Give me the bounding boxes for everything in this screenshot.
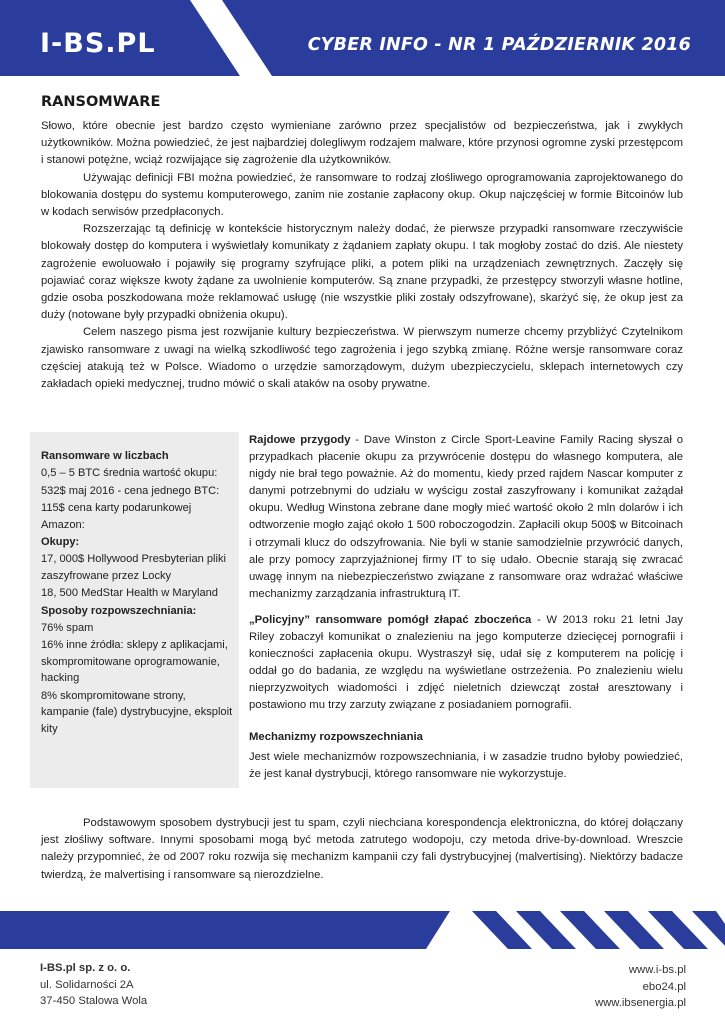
logo: I-BS.PL (40, 28, 156, 59)
sidebar-item: 76% spam (41, 622, 94, 635)
sidebar-item: 17, 000$ Hollywood Presbyterian pliki zaszyfrowane przez Locky (41, 553, 226, 582)
main-column (249, 432, 683, 783)
footer-link[interactable]: www.i-bs.pl (628, 964, 686, 976)
sidebar-heading: Sposoby rozpowszechniania: (41, 604, 197, 617)
footer-links (595, 962, 686, 1012)
story-police-title: „Policyjny” ransomware pomógł złapać zboczeńca (249, 613, 532, 626)
sidebar-item: 8% skompromitowane strony, kampanie (fale) dystrybucyjne, eksploit kity (41, 689, 233, 735)
company-city: 37-450 Stalowa Wola (40, 995, 148, 1007)
sidebar-item: 532$ maj 2016 - cena jednego BTC: (41, 484, 220, 497)
intro-text (41, 118, 683, 393)
section-heading: Mechanizmy rozpowszechniania (249, 730, 423, 743)
company-street: ul. Solidarności 2A (40, 978, 134, 991)
sidebar-item: 16% inne źródła: sklepy z aplikacjami, skompromitowane oprogramowanie, hacking (41, 639, 228, 685)
company-name: I-BS.pl sp. z o. o. (40, 962, 131, 974)
article-heading: RANSOMWARE (41, 94, 161, 110)
closing-paragraph: Podstawowym sposobem dystrybucji jest tu spam, czyli niechciana korespondencja elektroniczna, do której dołączany jest złośliwy software. Innymi sposobami mogą być metoda zatrutego wodopoju, czy metoda drive-by-download. Wreszcie należy przypomnieć, że od 2007 roku rozwija się mechanizm kampanii czy fali dystrybucyjnej (malvertising). Niektórzy badacze twierdzą, że malvertising i ransomware są nierozdzielne. (41, 817, 683, 881)
sidebar-item: 18, 500 MedStar Health w Maryland (41, 587, 218, 600)
story-police (249, 612, 683, 715)
story-racing-body: - Dave Winston z Circle Sport-Leavine Family Racing słyszał o przypadkach płacenie okupu za przywrócenie dostępu do własnego komputera, ale nigdy nie brał tego poważnie. Aż do momentu, kiedy przed rajdem Nascar komputer z danymi potrzebnymi do udziału w wyścigu został zaszyfrowany i komunikat zażądał okupu. Według Winstona zebrane dane mogły mieć wartość około 2 mln dolarów i ich odtworzenie mogło zająć około 1 500 roboczogodzin. Zapłacili okup 500$ w Bitcoinach i otrzymali klucz do odszyfrowania. Nie byli w stanie samodzielnie przywrócić danych, ale przy pomocy zaprzyjaźnionej firmy IT to się udało. Obecnie starają się zwracać uwagę innym na niebezpieczeństwo związane z ransomware oraz wdrażać właściwe mechanizmy zarządzania infrastrukturą IT. (249, 434, 683, 600)
company-address (40, 960, 147, 1010)
intro-paragraph: Celem naszego pisma jest rozwijanie kultury bezpieczeństwa. W pierwszym numerze chcemy przybliżyć Czytelnikom zjawisko ransomware z uwagi na wielką szkodliwość tego zagrożenia i jego szybką zmianę. Różne wersje ransomware coraz częściej atakują też w Polsce. Wiadomo o urzędzie samorządowym, dużym ubezpieczycielu, sklepach internetowych czy zakładach opieki medycznej, trudno mówić o skali ataków na osoby prywatne. (41, 326, 683, 391)
sidebar-title: Ransomware w liczbach (41, 450, 169, 462)
issue-title: CYBER INFO - NR 1 PAŹDZIERNIK 2016 (307, 35, 691, 55)
footer-stripes (0, 911, 725, 949)
intro-paragraph: Słowo, które obecnie jest bardzo często wymieniane zarówno przez specjalistów od bezpieczeństwa, jak i zwykłych użytkowników. Można powiedzieć, że jest najbardziej dolegliwym rodzajem malware, które przynosi ogromne zyski przestępcom i stanowi potężne, wciąż rozwijające się zagrożenie dla użytkowników. (41, 120, 683, 167)
intro-paragraph: Używając definicji FBI można powiedzieć, że ransomware to rodzaj złośliwego oprogramowania zaprojektowanego do blokowania dostępu do systemu komputerowego, zanim nie zostanie zapłacony okup. Okup najczęściej w formie Bitcoinów lub w kodach serwisów przedpłaconych. (41, 171, 683, 219)
footer-link[interactable]: www.ibsenergia.pl (594, 997, 686, 1009)
section-paragraph: Jest wiele mechanizmów rozpowszechniania, i w zasadzie trudno byłoby powiedzieć, że jest kanał dystrybucji, którego ransomware nie wykorzystuje. (249, 750, 683, 780)
story-police-body: - W 2013 roku 21 letni Jay Riley zobaczył komunikat o znalezieniu na jego komputerze dziecięcej pornografii i konieczności zapłacenia okupu. Wystraszył się, udał się z komputerem na policję i oddał go do badania, ze względu na wyświetlane ostrzeżenia. Po znalezieniu wielu nieprzyzwoitych wiadomości i zdjęć nieletnich dziewcząt został aresztowany i postawiono mu trzy zarzuty związane z posiadaniem pornografii. (249, 613, 683, 712)
sidebar-item: 0,5 – 5 BTC średnia wartość okupu: (41, 467, 218, 480)
footer-stripe-band (0, 911, 725, 949)
sidebar-heading: Okupy: (41, 536, 80, 549)
page-header (0, 0, 725, 76)
story-racing-title: Rajdowe przygody (249, 434, 351, 446)
footer-link[interactable]: ebo24.pl (642, 980, 686, 993)
story-racing (249, 432, 683, 603)
sidebar-item: 115$ cena karty podarunkowej Amazon: (41, 502, 192, 531)
intro-paragraph: Rozszerzając tą definicję w kontekście historycznym należy dodać, że pierwsze przypadki ransomware rzeczywiście blokowały dostęp do komputera i wyświetlały komunikaty z żądaniem zapłaty okupu. I tak mogłoby zostać do dziś. Ale niestety zagrożenie ewoluowało i pojawiły się programy szyfrujące pliki, a potem pliki na urządzeniach zewnętrznych. Zaczęły się pojawiać coraz większe kwoty żądane za uwolnienie komputerów. Są znane przypadki, że przestępcy stworzyli własne hotline, gdzie osoba poszkodowana może reklamować usługę (nie wszystkie pliki zostały odszyfrowane), skarżyć się, że okup jest za duży (notowane były przypadki obniżenia okupu). (41, 223, 683, 322)
stats-sidebar (30, 432, 239, 788)
